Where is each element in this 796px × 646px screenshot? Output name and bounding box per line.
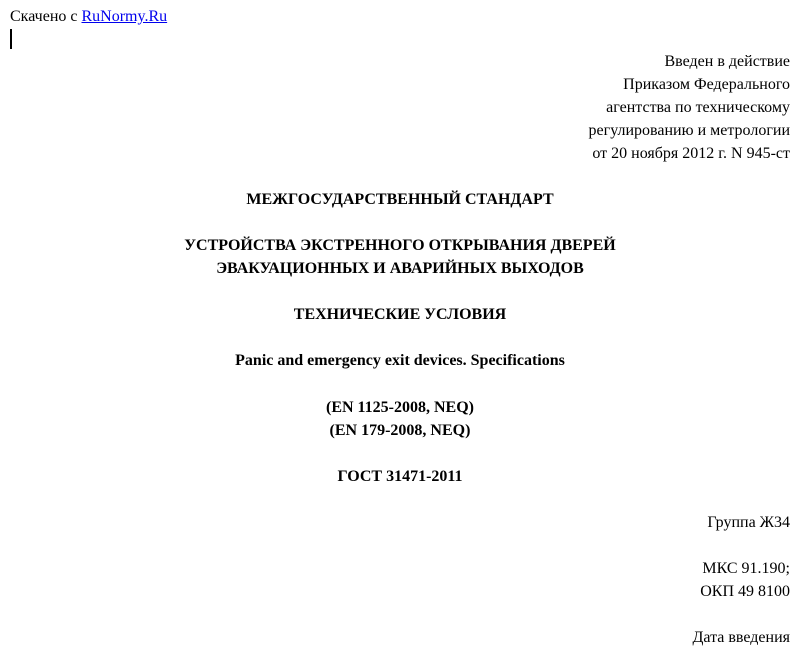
reference-en-1125: (EN 1125-2008, NEQ): [326, 399, 474, 416]
english-title: Panic and emergency exit devices. Specifications: [235, 352, 565, 369]
standard-subtitle: ТЕХНИЧЕСКИЕ УСЛОВИЯ: [293, 306, 507, 323]
approval-line: регулированию и метрологии: [588, 122, 790, 139]
standard-title-line-2: ЭВАКУАЦИОННЫХ И АВАРИЙНЫХ ВЫХОДОВ: [216, 260, 584, 277]
source-prefix: Скачено с: [10, 8, 82, 25]
approval-line: от 20 ноября 2012 г. N 945-ст: [592, 145, 790, 162]
standard-type: МЕЖГОСУДАРСТВЕННЫЙ СТАНДАРТ: [246, 191, 554, 208]
standard-designation: ГОСТ 31471-2011: [337, 468, 463, 485]
text-cursor: [10, 29, 12, 49]
group-code: Группа Ж34: [707, 514, 790, 531]
reference-en-179: (EN 179-2008, NEQ): [329, 422, 471, 439]
source-line: [10, 5, 167, 28]
approval-block: [589, 50, 790, 165]
mks-code: МКС 91.190;: [702, 560, 790, 577]
source-link[interactable]: RuNormy.Ru: [81, 8, 168, 25]
intro-date-label: Дата введения: [692, 629, 790, 646]
approval-line: агентства по техническому: [606, 99, 790, 116]
approval-line: Введен в действие: [664, 53, 790, 70]
okp-code: ОКП 49 8100: [700, 583, 790, 600]
standard-title-line-1: УСТРОЙСТВА ЭКСТРЕННОГО ОТКРЫВАНИЯ ДВЕРЕЙ: [184, 237, 616, 254]
approval-line: Приказом Федерального: [623, 76, 790, 93]
